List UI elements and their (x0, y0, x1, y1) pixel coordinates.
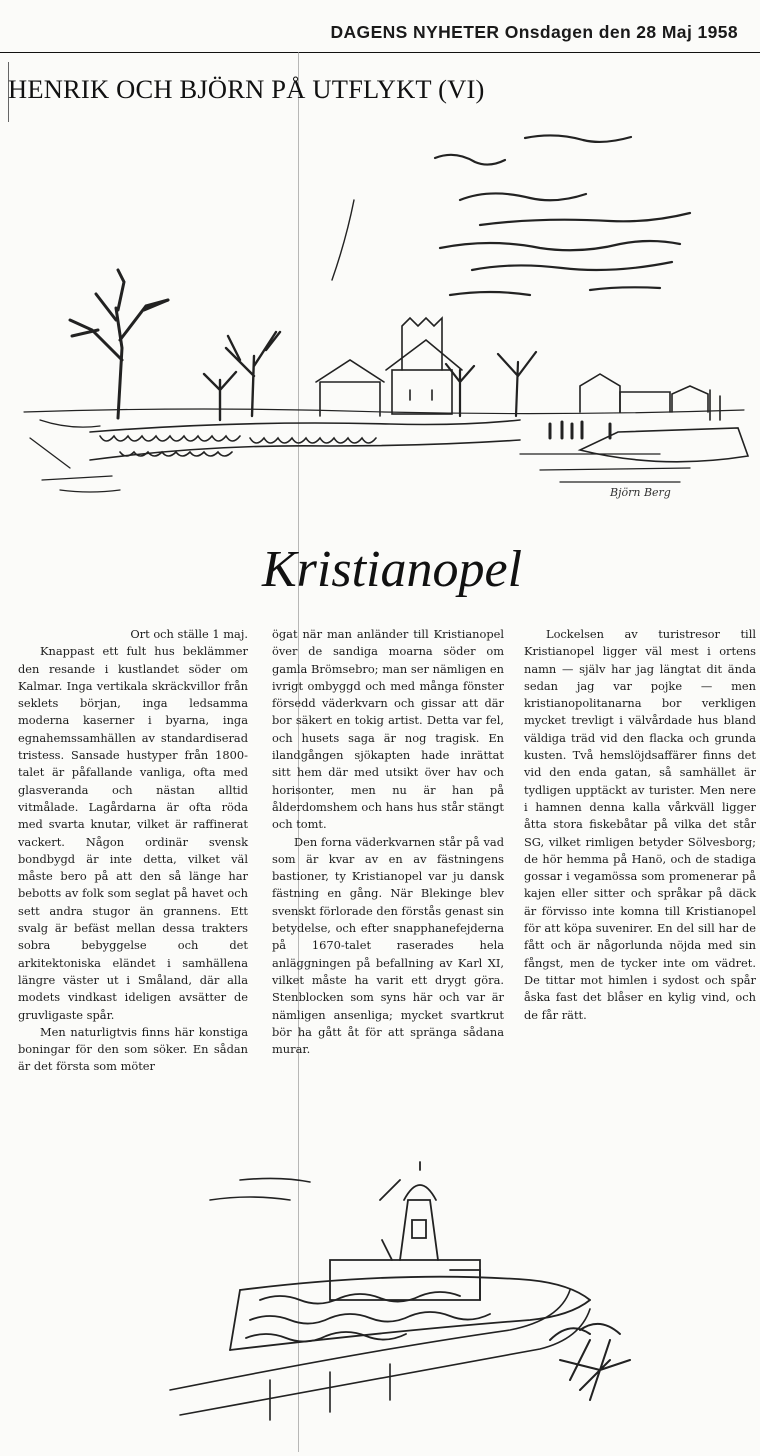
illustration-signature: Björn Berg (610, 486, 671, 499)
paragraph: Knappast ett fult hus beklämmer den resande i kustlandet söder om Kalmar. Inga vertikala skräckvillor från seklets början, inga ledsamma moderna kaserner i byarna, inga egnahemssamhällen av standardiserad tristess. Sansade hustyper från 1800-talet är påfallande vanliga, ofta med glasveranda och nästan alltid vitmålade. Lagårdarna är ofta röda med svarta knutar, vilket är raffinerat vackert. Någon ordinär svensk bondbygd är inte detta, vilket väl måste bero på att den så länge har bebotts av folk som seglat på havet och sett andra stugor än grannens. Ett svalg är befäst mellan dessa trakters sobra bebyggelse och det arkitektoniska eländet i samhällena längre väster ut i Småland, där alla modets vindkast ideligen avsätter de gruvligaste spår. (18, 644, 248, 1022)
article-column-3 (524, 626, 756, 1024)
headline: Kristianopel (262, 541, 523, 598)
windmill-bastion-illustration (150, 1140, 650, 1440)
article-column-1 (18, 626, 248, 1076)
paragraph: Lockelsen av turistresor till Kristianopel ligger väl mest i ortens namn — själv har jag längtat dit ända sedan jag var pojke — men kristianopolitanarna bor verkligen mycket trevligt i välvårdade hus bland väldiga träd vid den flacka och grunda kusten. Två hemslöjdsaffärer finns det vid den enda gatan, så samhället är tydligen upptäckt av turister. Men nere i hamnen denna kalla vårkväll ligger åtta stora fiskebåtar på vilka det står SG, vilket rimligen betyder Sölvesborg; de hör hemma på Hanö, och de stadiga gossar i vegamössa som promenerar på kajen eller sitter och språkar på däck är förvisso inte komna till Kristianopel för att köpa suvenirer. En del sill har de fått och är någorlunda nöjda med sin fångst, men de tycker inte om vädret. De tittar mot himlen i sydost och spår åska fast det blåser en kylig vind, och de får rätt. (524, 627, 756, 1022)
masthead (0, 0, 760, 53)
masthead-text: DAGENS NYHETER Onsdagen den 28 Maj 1958 (330, 22, 738, 42)
article-column-2 (272, 626, 504, 1058)
paragraph: Men naturligtvis finns här konstiga boningar för den som söker. En sådan är det första som möter (18, 1024, 248, 1074)
harbour-village-illustration (20, 120, 752, 510)
paragraph: ögat när man anländer till Kristianopel över de sandiga moarna söder om gamla Brömsebro; man ser nämligen en ivrigt ombyggd och med många fönster försedd väderkvarn och gissar att där bor säkert en tokig artist. Detta var fel, och husets saga är nog tragisk. En ilandgången sjökapten hade inrättat sitt hem där med utsikt över hav och horisonter, men nu är han på ålderdomshem och hans hus står stängt och tomt. (272, 627, 504, 832)
series-title: HENRIK OCH BJÖRN PÅ UTFLYKT (VI) (8, 74, 485, 104)
dateline: Ort och ställe 1 maj. (130, 627, 248, 641)
paragraph: Den forna väderkvarnen står på vad som är kvar av en av fästningens bastioner, ty Kristianopel var ju dansk fästning en gång. När Blekinge blev svenskt förlorade den förstås genast sin betydelse, och efter snapphanefejderna på 1670-talet raserades hela anläggningen på befallning av Karl XI, vilket måste ha varit ett drygt göra. Stenblocken som syns här och var är nämligen ansenliga; mycket svartkrut bör ha gått åt för att spränga sådana murar. (272, 834, 504, 1057)
